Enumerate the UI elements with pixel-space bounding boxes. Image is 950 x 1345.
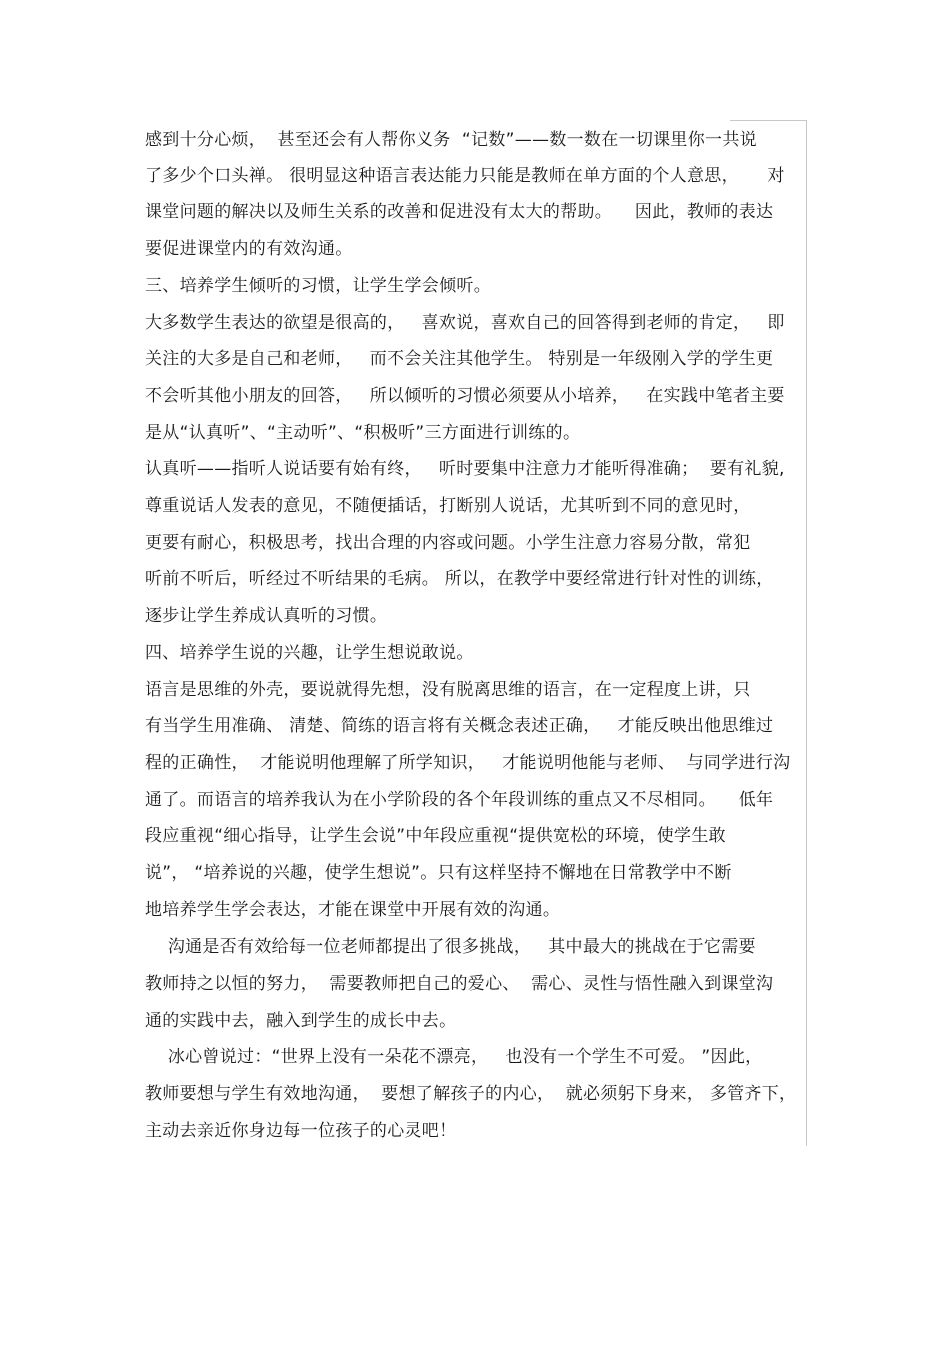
text-line: 逐步让学生养成认真听的习惯。 — [145, 606, 388, 626]
text-line: 主动去亲近你身边每一位孩子的心灵吧！ — [145, 1121, 457, 1141]
text-line: 段应重视“细心指导，让学生会说”中年段应重视“提供宽松的环境，使学生敢 — [145, 826, 726, 846]
text-line: 了多少个口头禅。 很明显这种语言表达能力只能是教师在单方面的个人意思， 对 — [145, 166, 785, 186]
paragraph-first-line: 沟通是否有效给每一位老师都提出了很多挑战， 其中最大的挑战在于它需要 — [145, 937, 756, 957]
text-line: 教师要想与学生有效地沟通， 要想了解孩子的内心， 就必须躬下身来， 多管齐下， — [145, 1084, 797, 1104]
section-heading: 三、培养学生倾听的习惯，让学生学会倾听。 — [145, 276, 491, 296]
text-line: 关注的大多是自己和老师， 而不会关注其他学生。 特别是一年级刚入学的学生更 — [145, 349, 774, 369]
text-line: 更要有耐心，积极思考，找出合理的内容或问题。小学生注意力容易分散，常犯 — [145, 533, 751, 553]
page-border-right — [806, 120, 807, 1146]
page-border-top — [730, 120, 807, 121]
text-line: 程的正确性， 才能说明他理解了所学知识， 才能说明他能与老师、 与同学进行沟 — [145, 753, 791, 773]
text-line: 通的实践中去，融入到学生的成长中去。 — [145, 1011, 457, 1031]
paragraph-first-line: 冰心曾说过：“世界上没有一朵花不漂亮， 也没有一个学生不可爱。 ”因此， — [145, 1047, 763, 1067]
text-line: 要促进课堂内的有效沟通。 — [145, 239, 353, 259]
text-line: 不会听其他小朋友的回答， 所以倾听的习惯必须要从小培养， 在实践中笔者主要 — [145, 386, 785, 406]
text-line: 听前不听后，听经过不听结果的毛病。 所以，在教学中要经常进行针对性的训练， — [145, 569, 774, 589]
text-line: 感到十分心烦， 甚至还会有人帮你义务 “记数”——数一数在一切课里你一共说 — [145, 130, 757, 150]
text-line: 尊重说话人发表的意见，不随便插话，打断别人说话，尤其听到不同的意见时， — [145, 496, 751, 516]
text-line: 有当学生用准确、 清楚、简练的语言将有关概念表述正确， 才能反映出他思维过 — [145, 716, 774, 736]
text-line: 说”， “培养说的兴趣，使学生想说”。只有这样坚持不懈地在日常教学中不断 — [145, 863, 732, 883]
text-line: 通了。而语言的培养我认为在小学阶段的各个年段训练的重点又不尽相同。 低年 — [145, 790, 774, 810]
text-line: 地培养学生学会表达，才能在课堂中开展有效的沟通。 — [145, 900, 561, 920]
section-heading: 四、培养学生说的兴趣，让学生想说敢说。 — [145, 643, 474, 663]
text-line: 是从“认真听”、“主动听”、“积极听”三方面进行训练的。 — [145, 423, 581, 443]
text-line: 语言是思维的外壳，要说就得先想，没有脱离思维的语言，在一定程度上讲，只 — [145, 680, 751, 700]
text-line: 课堂问题的解决以及师生关系的改善和促进没有太大的帮助。 因此，教师的表达 — [145, 202, 774, 222]
text-line: 大多数学生表达的欲望是很高的， 喜欢说，喜欢自己的回答得到老师的肯定， 即 — [145, 313, 785, 333]
text-line: 教师持之以恒的努力， 需要教师把自己的爱心、 需心、灵性与悟性融入到课堂沟 — [145, 974, 774, 994]
text-line: 认真听——指听人说话要有始有终， 听时要集中注意力才能听得准确； 要有礼貌, — [145, 459, 785, 479]
